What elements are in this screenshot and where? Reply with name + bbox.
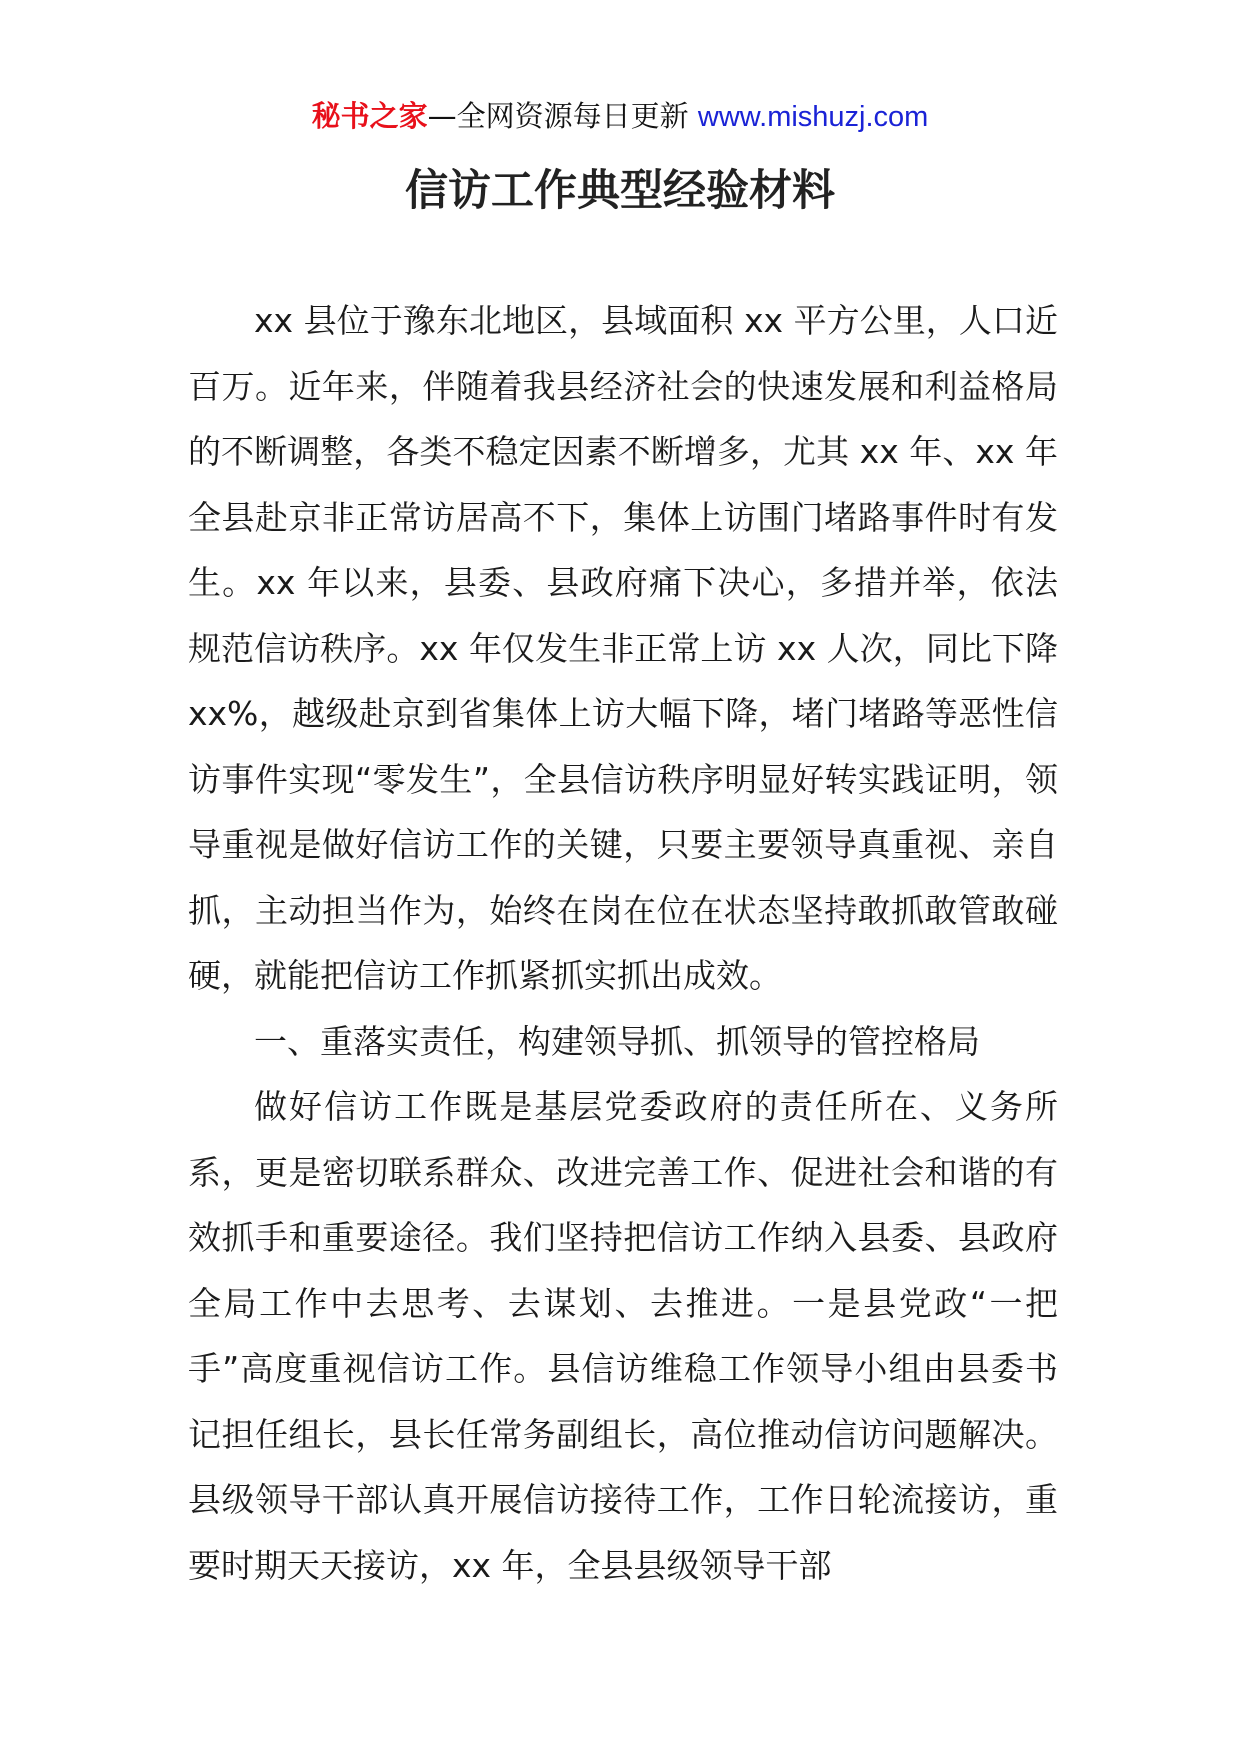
- document-body: [188, 288, 1058, 1598]
- paragraph-section-1: 做好信访工作既是基层党委政府的责任所在、义务所系，更是密切联系群众、改进完善工作、促进社会和谐的有效抓手和重要途径。我们坚持把信访工作纳入县委、县政府全局工作中去思考、去谋划、去推进。一是县党政“一把手”高度重视信访工作。县信访维稳工作领导小组由县委书记担任组长，县长任常务副组长，高位推动信访问题解决。县级领导干部认真开展信访接待工作，工作日轮流接访，重要时期天天接访，xx 年，全县县级领导干部: [188, 1087, 1058, 1585]
- paragraph-intro: xx 县位于豫东北地区，县域面积 xx 平方公里，人口近百万。近年来，伴随着我县经济社会的快速发展和利益格局的不断调整，各类不稳定因素不断增多，尤其 xx 年、xx 年全县赴京非正常访居高不下，集体上访围门堵路事件时有发生。xx 年以来，县委、县政府痛下决心，多措并举，依法规范信访秩序。xx 年仅发生非正常上访 xx 人次，同比下降 xx%，越级赴京到省集体上访大幅下降，堵门堵路等恶性信访事件实现“零发生”，全县信访秩序明显好转实践证明，领导重视是做好信访工作的关键，只要主要领导真重视、亲自抓，主动担当作为，始终在岗在位在状态坚持敢抓敢管敢碰硬，就能把信访工作抓紧抓实抓出成效。: [188, 301, 1058, 995]
- section-heading-1: 一、重落实责任，构建领导抓、抓领导的管控格局: [254, 1021, 980, 1061]
- document-title: 信访工作典型经验材料: [405, 166, 835, 216]
- site-url-link[interactable]: www.mishuzj.com: [697, 101, 929, 133]
- site-brand: 秘书之家: [311, 99, 428, 133]
- site-tagline: —全网资源每日更新: [427, 99, 689, 133]
- site-header: [0, 96, 1240, 137]
